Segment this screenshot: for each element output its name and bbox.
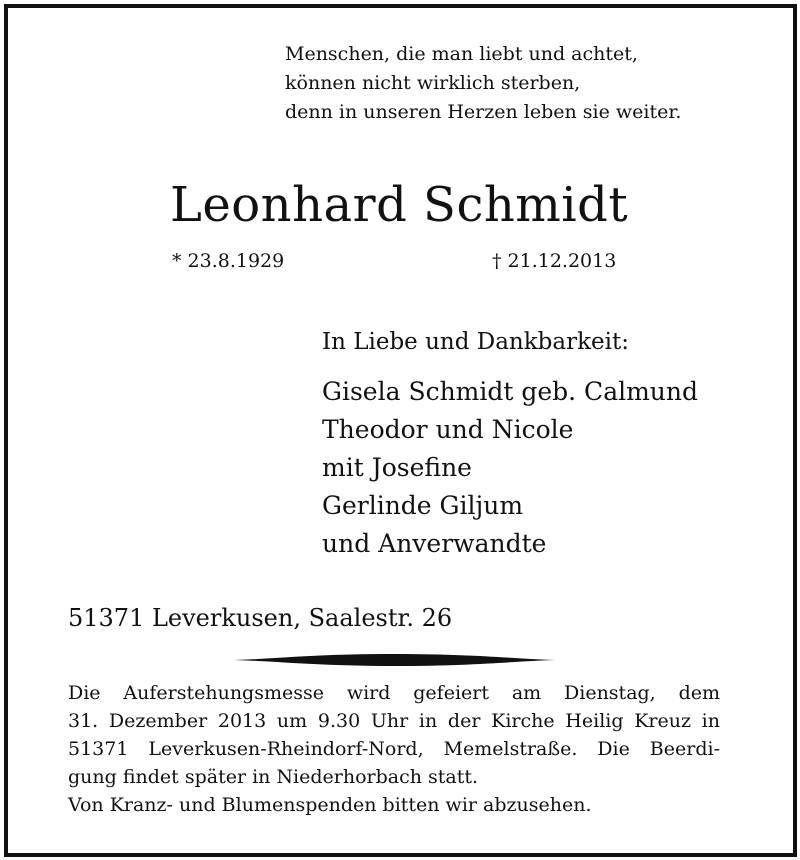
mourner-name: Theodor und Nicole — [322, 415, 574, 444]
funeral-notice — [68, 679, 720, 819]
deceased-name: Leonhard Schmidt — [170, 177, 629, 233]
death-date: † 21.12.2013 — [492, 250, 617, 272]
notice-line: gung findet später in Niederhorbach statt. — [68, 766, 479, 788]
mourner-name: Gerlinde Giljum — [322, 491, 524, 520]
ornamental-divider — [234, 653, 556, 667]
notice-line: Von Kranz- und Blumenspenden bitten wir abzusehen. — [68, 794, 592, 816]
family-address: 51371 Leverkusen, Saalestr. 26 — [68, 604, 453, 632]
mourner-name: mit Josefine — [322, 453, 472, 482]
mourner-name: Gisela Schmidt geb. Calmund — [322, 377, 699, 406]
mourners-intro: In Liebe und Dankbarkeit: — [322, 329, 629, 355]
mourner-name: und Anverwandte — [322, 529, 547, 558]
notice-line: 31. Dezember 2013 um 9.30 Uhr in der Kirche Heilig Kreuz in — [68, 710, 720, 732]
notice-line: Die Auferstehungsmesse wird gefeiert am Dienstag, dem — [68, 682, 720, 704]
notice-line: 51371 Leverkusen-Rheindorf-Nord, Memelstraße. Die Beerdi- — [68, 738, 720, 760]
motto-line-2: können nicht wirklich sterben, — [285, 72, 581, 94]
mourners-list — [322, 373, 698, 563]
birth-date: * 23.8.1929 — [172, 250, 285, 272]
motto-line-3: denn in unseren Herzen leben sie weiter. — [285, 101, 682, 123]
motto-line-1: Menschen, die man liebt und achtet, — [285, 43, 638, 65]
